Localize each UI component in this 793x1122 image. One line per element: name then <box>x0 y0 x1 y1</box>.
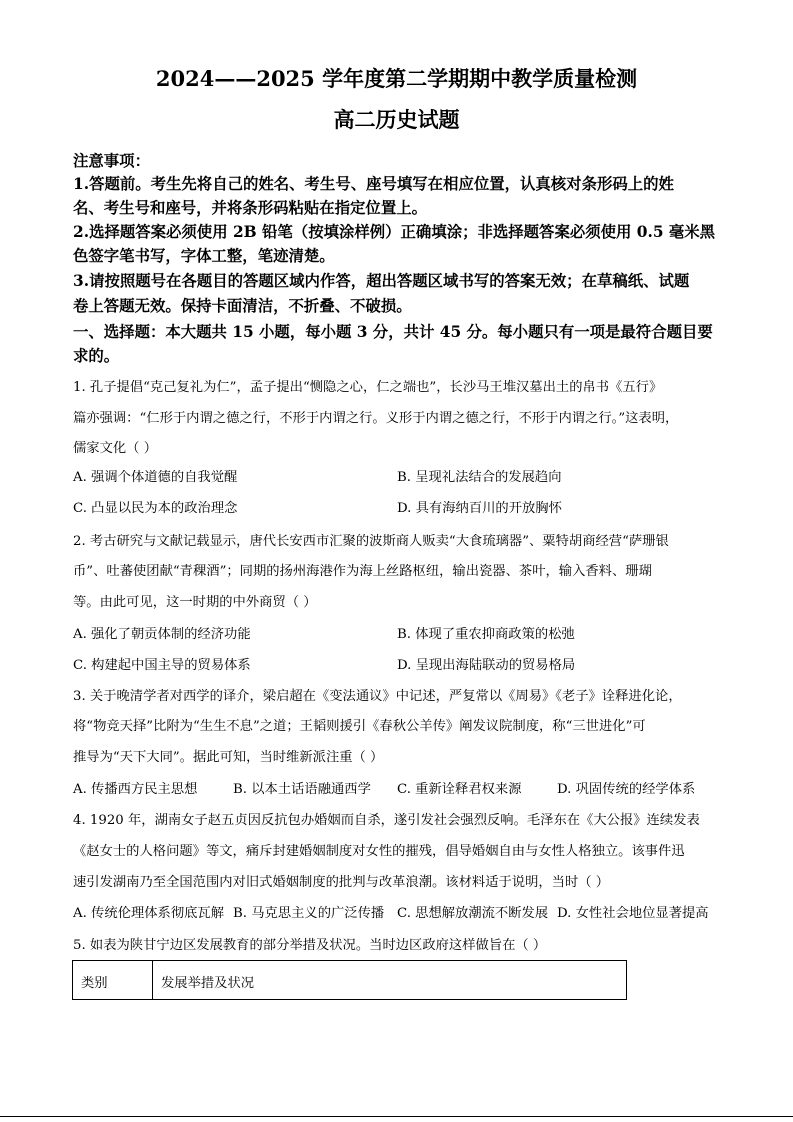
question-2-option-d: D. 呈现出海陆联动的贸易格局 <box>397 658 576 673</box>
notice-heading: 注意事项： <box>73 152 150 170</box>
question-2-text: 2. 考古研究与文献记载显示，唐代长安西市汇聚的波斯商人贩卖“大食琉璃器”、粟特胡商经营“萨珊银 <box>73 534 669 549</box>
question-4-text: 《赵女士的人格问题》等文，痛斥封建婚姻制度对女性的摧残，倡导婚姻自由与女性人格独立。该事件迅 <box>73 844 685 859</box>
question-3-text: 推导为“天下大同”。据此可知，当时维新派注重（ ） <box>73 750 384 765</box>
section-heading: 求的。 <box>73 347 120 365</box>
question-3-option-c: C. 重新诠释君权来源 <box>397 782 522 797</box>
notice-line: 色签字笔书写，字体工整，笔迹清楚。 <box>73 247 335 265</box>
question-2-option-a: A. 强化了朝贡体制的经济功能 <box>73 627 251 642</box>
question-5-table <box>72 960 627 1000</box>
question-2-option-b: B. 体现了重农抑商政策的松弛 <box>397 627 575 642</box>
question-5-text: 5. 如表为陕甘宁边区发展教育的部分举措及状况。当时边区政府这样做旨在（ ） <box>73 938 547 953</box>
question-4-option-d: D. 女性社会地位显著提高 <box>557 906 709 921</box>
question-1-text: 篇亦强调：“仁形于内谓之德之行，不形于内谓之行。义形于内谓之德之行，不形于内谓之行。”这表明， <box>73 411 679 426</box>
question-3-text: 3. 关于晚清学者对西学的译介，梁启超在《变法通议》中记述，严复常以《周易》《老子》诠释进化论， <box>73 689 682 704</box>
question-1-text: 儒家文化（ ） <box>73 441 158 456</box>
question-3-option-b: B. 以本土话语融通西学 <box>233 782 371 797</box>
notice-line: 卷上答题无效。保持卡面清洁，不折叠、不破损。 <box>73 297 412 315</box>
question-3-text: 将“物竞天择”比附为“生生不息”之道；王韬则援引《春秋公羊传》阐发议院制度，称“三世进化”可 <box>73 719 646 734</box>
exam-subtitle: 高二历史试题 <box>333 107 460 132</box>
question-3-option-d: D. 巩固传统的经学体系 <box>557 782 696 797</box>
exam-title: 2024——2025 学年度第二学期期中教学质量检测 <box>155 66 638 91</box>
table-header-cell <box>73 961 153 999</box>
notice-line: 1.答题前。考生先将自己的姓名、考生号、座号填写在相应位置，认真核对条形码上的姓 <box>73 175 674 193</box>
question-2-option-c: C. 构建起中国主导的贸易体系 <box>73 658 251 673</box>
question-4-text: 速引发湖南乃至全国范围内对旧式婚姻制度的批判与改革浪潮。该材料适于说明，当时（ ） <box>73 875 610 890</box>
question-4-option-a: A. 传统伦理体系彻底瓦解 <box>73 906 225 921</box>
question-1-option-b: B. 呈现礼法结合的发展趋向 <box>397 470 562 485</box>
question-1-option-a: A. 强调个体道德的自我觉醒 <box>73 470 238 485</box>
question-1-option-d: D. 具有海纳百川的开放胸怀 <box>397 501 562 516</box>
question-4-option-c: C. 思想解放潮流不断发展 <box>397 906 549 921</box>
question-4-text: 4. 1920 年，湖南女子赵五贞因反抗包办婚姻而自杀，遂引发社会强烈反响。毛泽东在《大公报》连续发表 <box>73 813 700 828</box>
question-1-option-c: C. 凸显以民为本的政治理念 <box>73 501 238 516</box>
notice-line: 名、考生号和座号，并将条形码粘贴在指定位置上。 <box>73 199 427 217</box>
notice-line: 3.请按照题号在各题目的答题区域内作答，超出答题区域书写的答案无效；在草稿纸、试题 <box>73 272 690 290</box>
question-1-text: 1. 孔子提倡“克己复礼为仁”，孟子提出“恻隐之心，仁之端也”，长沙马王堆汉墓出土的帛书《五行》 <box>73 380 663 395</box>
page-bottom-rule <box>0 1116 793 1117</box>
question-4-option-b: B. 马克思主义的广泛传播 <box>233 906 385 921</box>
question-2-text: 币”、吐蕃使团献“青稞酒”；同期的扬州海港作为海上丝路枢纽，输出瓷器、茶叶，输入香料、珊瑚 <box>73 564 652 579</box>
table-header-category: 类别 <box>81 976 108 991</box>
notice-line: 2.选择题答案必须使用 2B 铅笔（按填涂样例）正确填涂；非选择题答案必须使用 0.5 毫米黑 <box>73 223 716 241</box>
section-heading: 一、选择题：本大题共 15 小题，每小题 3 分，共计 45 分。每小题只有一项是最符合题目要 <box>73 323 713 341</box>
table-header-measures: 发展举措及状况 <box>161 976 255 991</box>
question-3-option-a: A. 传播西方民主思想 <box>73 782 198 797</box>
question-2-text: 等。由此可见，这一时期的中外商贸（ ） <box>73 595 317 610</box>
